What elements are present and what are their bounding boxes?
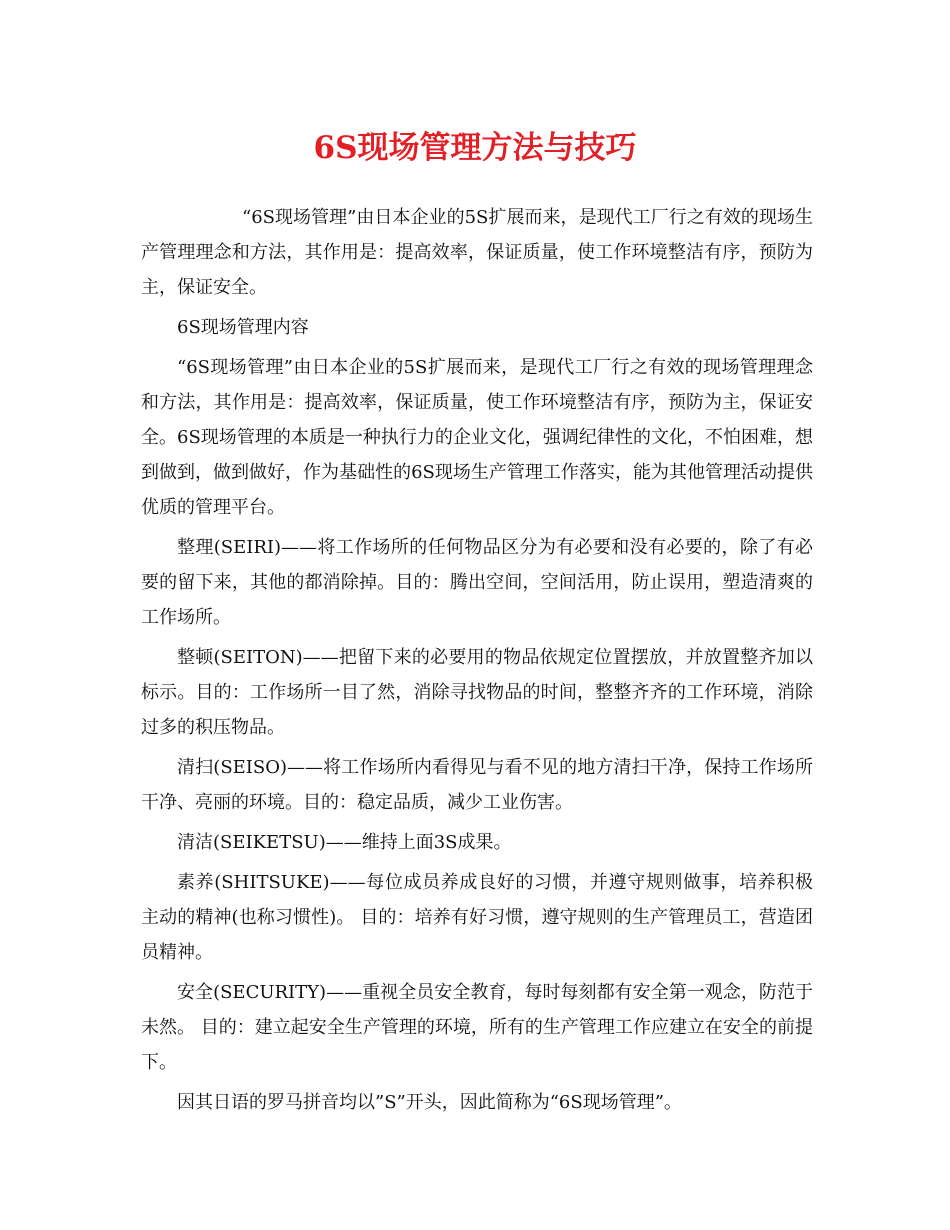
document-body: [141, 200, 813, 1125]
document-title: 6S现场管理方法与技巧: [313, 130, 637, 166]
paragraph-shitsuke: 素养(SHITSUKE)——每位成员养成良好的习惯，并遵守规则做事，培养积极主动的精神(也称习惯性)。 目的：培养有好习惯，遵守规则的生产管理员工，营造团员精神。: [141, 872, 813, 963]
paragraph-intro: “6S现场管理”由日本企业的5S扩展而来，是现代工厂行之有效的现场生产管理理念和方法，其作用是：提高效率，保证质量，使工作环境整洁有序，预防为主，保证安全。: [141, 207, 813, 298]
paragraph-seiketsu: 清洁(SEIKETSU)——维持上面3S成果。: [177, 832, 512, 853]
paragraph-conclusion: 因其日语的罗马拼音均以”S”开头，因此简称为“6S现场管理”。: [177, 1092, 682, 1113]
paragraph-seiton: 整顿(SEITON)——把留下来的必要用的物品依规定位置摆放，并放置整齐加以标示。目的：工作场所一目了然，消除寻找物品的时间，整整齐齐的工作环境，消除过多的积压物品。: [141, 647, 813, 738]
paragraph-security: 安全(SECURITY)——重视全员安全教育，每时每刻都有安全第一观念，防范于未然。 目的：建立起安全生产管理的环境，所有的生产管理工作应建立在安全的前提下。: [141, 982, 813, 1073]
paragraph-overview: “6S现场管理”由日本企业的5S扩展而来，是现代工厂行之有效的现场管理理念和方法，其作用是：提高效率，保证质量，使工作环境整洁有序，预防为主，保证安全。6S现场管理的本质是一种执行力的企业文化，强调纪律性的文化，不怕困难，想到做到，做到做好，作为基础性的6S现场生产管理工作落实，能为其他管理活动提供优质的管理平台。: [141, 357, 813, 518]
section-heading: 6S现场管理内容: [177, 317, 309, 338]
paragraph-seiso: 清扫(SEISO)——将工作场所内看得见与看不见的地方清扫干净，保持工作场所干净、亮丽的环境。目的：稳定品质，减少工业伤害。: [141, 757, 813, 813]
paragraph-seiri: 整理(SEIRI)——将工作场所的任何物品区分为有必要和没有必要的，除了有必要的留下来，其他的都消除掉。目的：腾出空间，空间活用，防止误用，塑造清爽的工作场所。: [141, 537, 813, 628]
